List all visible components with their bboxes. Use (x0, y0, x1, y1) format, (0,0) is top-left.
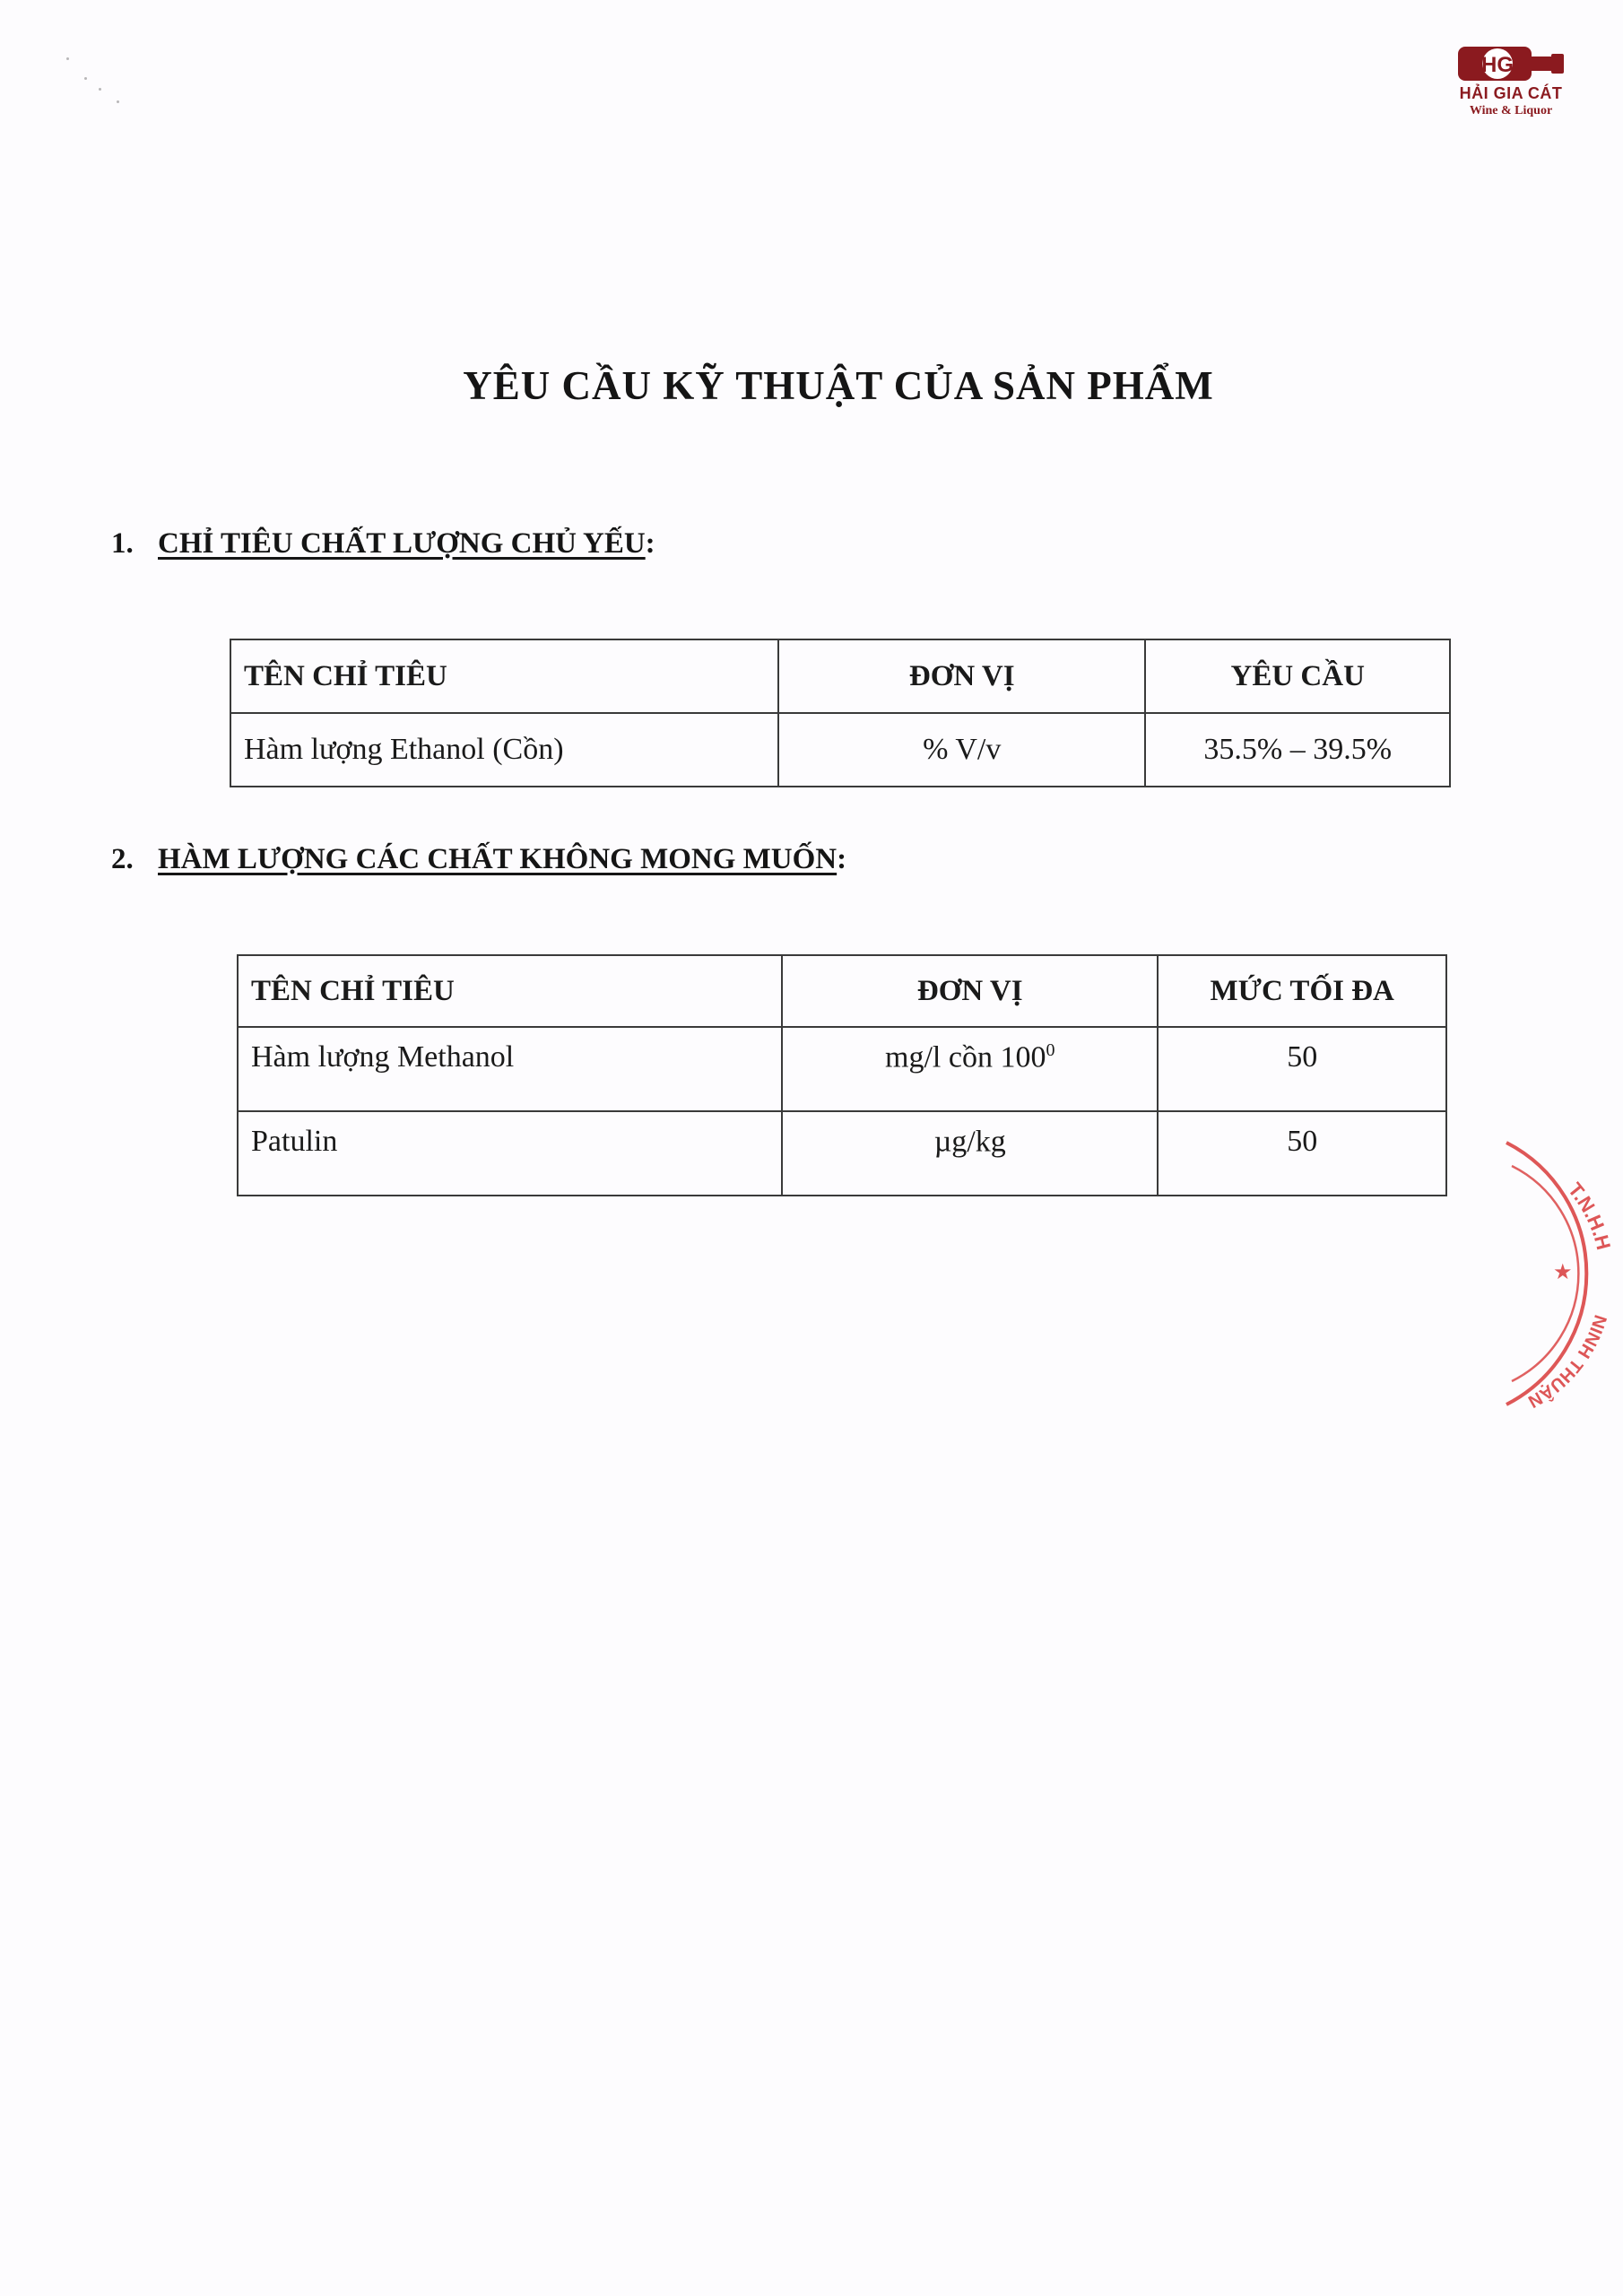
header-max-level: MỨC TỐI ĐA (1158, 955, 1446, 1027)
cell-unit-superscript: 0 (1046, 1040, 1055, 1060)
cell-unit (782, 1111, 1158, 1196)
cell-unit-text: µg/kg (933, 1125, 1006, 1159)
table-row (238, 1111, 1446, 1196)
section-2-heading (111, 843, 846, 876)
cell-max-level: 50 (1158, 1111, 1446, 1196)
undesirable-substances-table (237, 954, 1447, 1196)
logo-monogram: HG (1481, 53, 1514, 77)
stamp-star-icon: ★ (1553, 1259, 1573, 1284)
svg-text:NINH THUẬN (1524, 1312, 1610, 1411)
stamp-seal-icon (1453, 1130, 1623, 1417)
stamp-text-top: T.N.H.H (1563, 1178, 1616, 1253)
header-unit: ĐƠN VỊ (778, 639, 1145, 713)
section-1-number: 1. (111, 527, 134, 560)
section-2-title: HÀM LƯỢNG CÁC CHẤT KHÔNG MONG MUỐN (158, 843, 838, 875)
table-header-row (238, 955, 1446, 1027)
section-1-title: CHỈ TIÊU CHẤT LƯỢNG CHỦ YẾU (158, 527, 646, 560)
table-row (238, 1027, 1446, 1111)
section-2-colon: : (837, 843, 847, 875)
company-logo (1444, 43, 1578, 129)
header-unit: ĐƠN VỊ (782, 955, 1158, 1027)
section-1-colon: : (645, 527, 655, 560)
header-requirement: YÊU CẦU (1145, 639, 1450, 713)
cell-criterion: Hàm lượng Ethanol (Cồn) (230, 713, 778, 787)
svg-text:T.N.H.H (1564, 1178, 1615, 1252)
logo-brand: HẢI GIA CÁT (1459, 84, 1563, 102)
cell-unit (782, 1027, 1158, 1111)
scan-speck (99, 88, 101, 91)
bottle-logo-icon (1456, 43, 1566, 84)
table-header-row (230, 639, 1450, 713)
stamp-text-bottom: NINH THUẬN (1524, 1312, 1610, 1412)
logo-tagline: Wine & Liquor (1469, 104, 1553, 117)
scan-speck (84, 77, 87, 80)
cell-unit-text: mg/l cồn 100 (885, 1040, 1046, 1074)
cell-requirement: 35.5% – 39.5% (1145, 713, 1450, 787)
scan-speck (66, 57, 69, 60)
header-criterion: TÊN CHỈ TIÊU (238, 955, 782, 1027)
cell-criterion: Patulin (238, 1111, 782, 1196)
company-stamp (1453, 1130, 1623, 1417)
quality-criteria-table (230, 639, 1451, 787)
section-2-number: 2. (111, 843, 134, 875)
section-1-heading (111, 527, 655, 561)
cell-criterion: Hàm lượng Methanol (238, 1027, 782, 1111)
document-title: YÊU CẦU KỸ THUẬT CỦA SẢN PHẨM (463, 363, 1214, 408)
table-row (230, 713, 1450, 787)
cell-unit: % V/v (778, 713, 1145, 787)
header-criterion: TÊN CHỈ TIÊU (230, 639, 778, 713)
scan-speck (117, 100, 119, 103)
cell-max-level: 50 (1158, 1027, 1446, 1111)
